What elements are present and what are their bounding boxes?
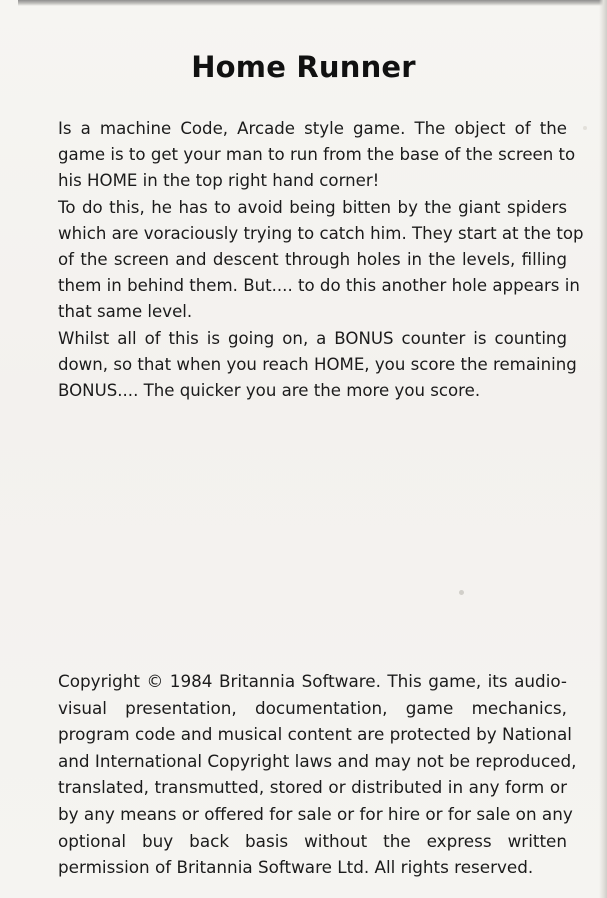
- copyright-line: optional buy back basis without the express written: [58, 830, 567, 851]
- copyright-notice: [58, 668, 577, 881]
- description-line: Is a machine Code, Arcade style game. The object of the: [58, 119, 567, 138]
- page-top-edge: [18, 0, 607, 6]
- copyright-line: translated, transmutted, stored or distributed in any form or: [58, 777, 567, 798]
- description-line: of the screen and descent through holes in the levels, filling: [58, 250, 567, 270]
- copyright-line: by any means or offered for sale or for hire or for sale on any: [58, 803, 573, 824]
- game-description: [58, 116, 584, 404]
- page-right-edge: [599, 0, 607, 898]
- copyright-line: visual presentation, documentation, game mechanics,: [58, 697, 567, 718]
- description-line: which are voraciously trying to catch him. They start at the top: [58, 223, 584, 243]
- copyright-line: Copyright © 1984 Britannia Software. This game, its audio-: [58, 671, 567, 691]
- description-line: Whilst all of this is going on, a BONUS counter is counting: [58, 328, 567, 348]
- description-line: BONUS.... The quicker you are the more you score.: [58, 381, 481, 401]
- description-line: To do this, he has to avoid being bitten by the giant spiders: [58, 197, 567, 217]
- description-line: game is to get your man to run from the base of the screen to: [58, 145, 576, 165]
- description-line: down, so that when you reach HOME, you score the remaining: [58, 354, 577, 374]
- copyright-line: and International Copyright laws and may not be reproduced,: [58, 750, 577, 771]
- page-title: Home Runner: [191, 50, 416, 84]
- description-line: his HOME in the top right hand corner!: [58, 171, 380, 191]
- copyright-line: permission of Britannia Software Ltd. All rights reserved.: [58, 857, 534, 878]
- copyright-line: program code and musical content are protected by National: [58, 724, 572, 745]
- paper-speck: [583, 126, 587, 130]
- paper-speck: [459, 590, 464, 595]
- description-line: them in behind them. But.... to do this another hole appears in: [58, 276, 580, 296]
- description-line: that same level.: [58, 302, 193, 322]
